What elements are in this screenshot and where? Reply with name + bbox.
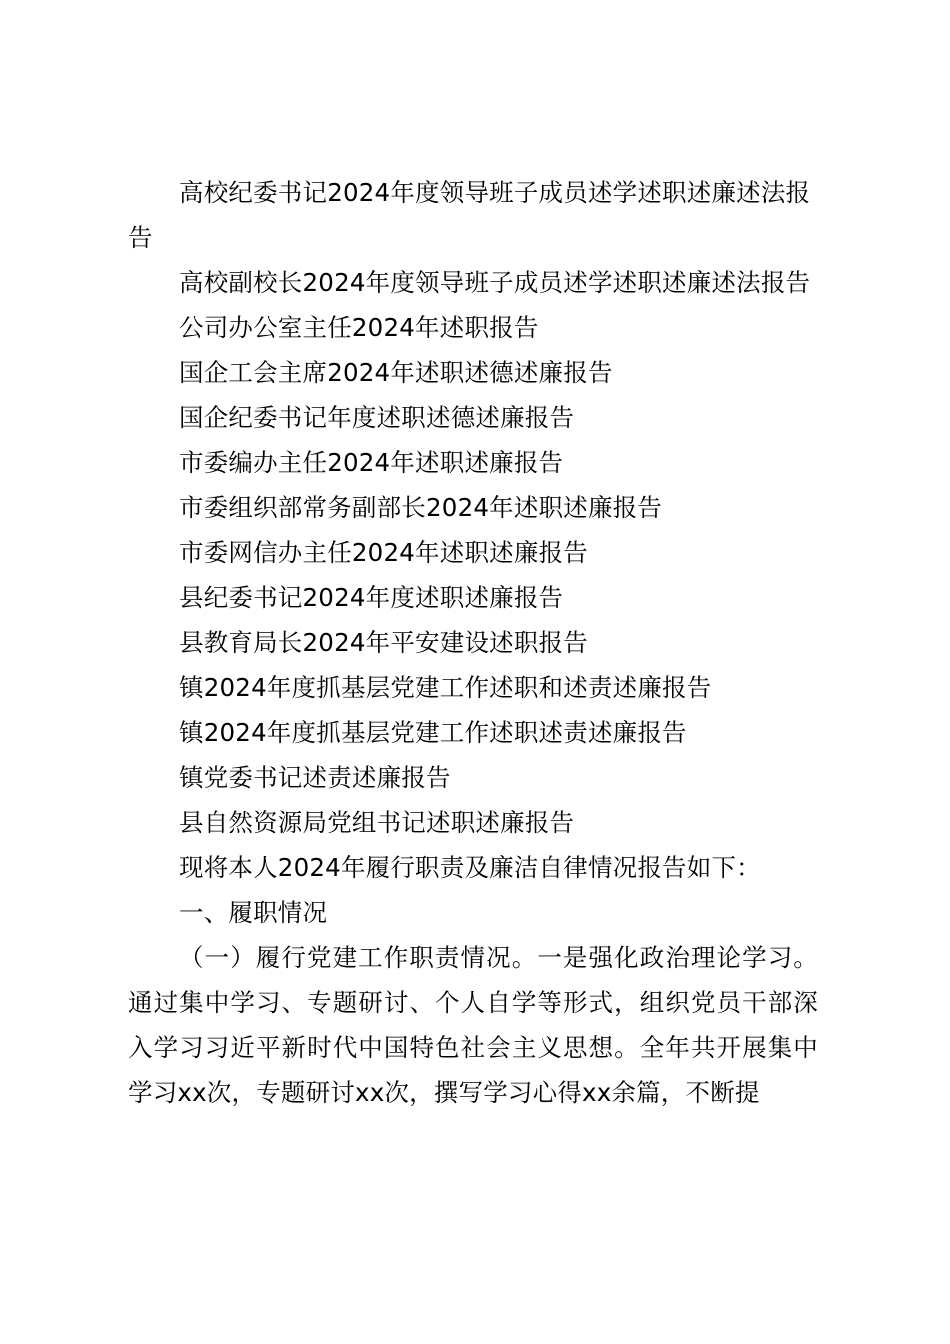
- title-list-item: 县自然资源局党组书记述职述廉报告: [179, 808, 575, 837]
- title-list-item: 公司办公室主任2024年述职报告: [179, 313, 539, 342]
- title-list-item: 市委网信办主任2024年述职述廉报告: [179, 538, 588, 567]
- title-list-item: 县纪委书记2024年度述职述廉报告: [179, 583, 564, 612]
- title-list-item: 国企工会主席2024年述职述德述廉报告: [179, 358, 613, 387]
- title-list-item: 镇2024年度抓基层党建工作述职和述责述廉报告: [179, 673, 712, 702]
- document-content: [128, 170, 818, 1115]
- title-list-item: 县教育局长2024年平安建设述职报告: [179, 628, 588, 657]
- section-heading: 一、履职情况: [179, 898, 328, 927]
- title-list-item: 高校纪委书记2024年度领导班子成员述学述职述廉述法报告: [128, 178, 811, 252]
- title-list-item: 市委编办主任2024年述职述廉报告: [179, 448, 564, 477]
- body-paragraph: （一）履行党建工作职责情况。一是强化政治理论学习。通过集中学习、专题研讨、个人自学等形式，组织党员干部深入学习习近平新时代中国特色社会主义思想。全年共开展集中学习xx次，专题研讨xx次，撰写学习心得xx余篇，不断提: [128, 943, 818, 1107]
- title-list-item: 镇党委书记述责述廉报告: [179, 763, 451, 792]
- intro-paragraph: 现将本人2024年履行职责及廉洁自律情况报告如下：: [179, 853, 761, 882]
- title-list-item: 镇2024年度抓基层党建工作述职述责述廉报告: [179, 718, 687, 747]
- title-list-item: 国企纪委书记年度述职述德述廉报告: [179, 403, 575, 432]
- title-list-item: 高校副校长2024年度领导班子成员述学述职述廉述法报告: [179, 268, 811, 297]
- title-list-item: 市委组织部常务副部长2024年述职述廉报告: [179, 493, 663, 522]
